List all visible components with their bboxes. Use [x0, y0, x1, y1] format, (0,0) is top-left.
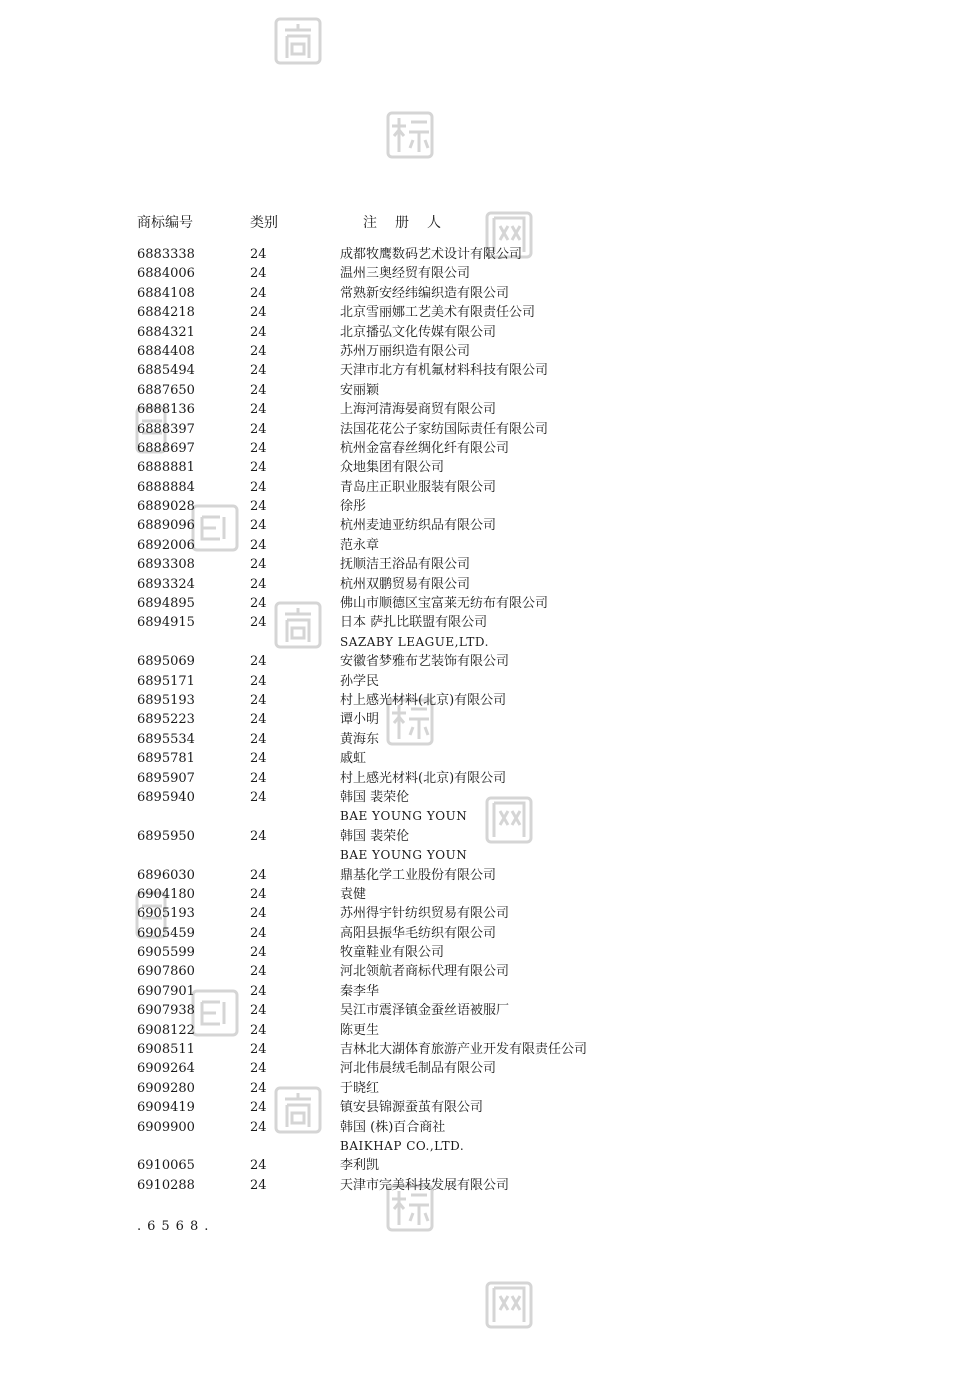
- registration-table: [137, 245, 697, 1195]
- mark-class: 24: [250, 557, 267, 573]
- mark-class: 24: [250, 770, 267, 786]
- mark-class: 24: [250, 828, 267, 844]
- mark-number: 6894915: [137, 615, 195, 631]
- table-row: [137, 904, 697, 923]
- mark-class: 24: [250, 596, 267, 612]
- mark-number: 6905193: [137, 906, 195, 922]
- registrant-name: 吴江市震泽镇金蚕丝语被服厂: [340, 1003, 510, 1019]
- table-row: [137, 575, 697, 594]
- table-row: [137, 555, 697, 574]
- mark-number: 6895171: [137, 673, 195, 689]
- table-row: [137, 807, 697, 826]
- mark-class: 24: [250, 363, 267, 379]
- table-row: [137, 613, 697, 632]
- table-row: [137, 1059, 697, 1078]
- registrant-name: 范永章: [340, 537, 380, 553]
- registrant-name: 佛山市顺德区宝富莱无纺布有限公司: [340, 596, 549, 612]
- registrant-name: 鼎基化学工业股份有限公司: [340, 867, 497, 883]
- registrant-name: 杭州双鹏贸易有限公司: [340, 576, 471, 592]
- registrant-name: 袁健: [340, 886, 367, 902]
- registrant-name: 北京雪丽娜工艺美术有限责任公司: [340, 305, 536, 321]
- mark-number: 6883338: [137, 247, 195, 262]
- mark-class: 24: [250, 1177, 267, 1193]
- mark-number: 6908511: [137, 1042, 195, 1058]
- registrant-name: 天津市北方有机氟材料科技有限公司: [340, 363, 549, 379]
- mark-class: 24: [250, 247, 267, 262]
- mark-number: 6893308: [137, 557, 195, 573]
- mark-class: 24: [250, 537, 267, 553]
- table-row: [137, 439, 697, 458]
- registrant-name: 陈更生: [340, 1022, 380, 1038]
- mark-number: 6893324: [137, 576, 195, 592]
- mark-number: 6895534: [137, 731, 195, 747]
- registrant-name: 韩国 (株)百合商社: [340, 1119, 446, 1135]
- mark-class: 24: [250, 1119, 267, 1135]
- mark-number: 6884408: [137, 343, 195, 359]
- table-row: [137, 652, 697, 671]
- registrant-name: 温州三奥经贸有限公司: [340, 266, 471, 282]
- table-row: [137, 788, 697, 807]
- registrant-name: 秦李华: [340, 983, 380, 999]
- registrant-name: 黄海东: [340, 731, 380, 747]
- registrant-name: SAZABY LEAGUE,LTD.: [340, 634, 489, 649]
- registrant-name: 韩国 裴荣伦: [340, 828, 410, 844]
- mark-number: 6909280: [137, 1080, 195, 1096]
- table-row: [137, 769, 697, 788]
- table-row: [137, 1118, 697, 1137]
- table-row: [137, 594, 697, 613]
- table-row: [137, 962, 697, 981]
- mark-class: 24: [250, 1042, 267, 1058]
- mark-number: 6889096: [137, 518, 195, 534]
- registrant-name: 法国花花公子家纺国际责任有限公司: [340, 421, 549, 437]
- registrant-name: 韩国 裴荣伦: [340, 789, 410, 805]
- registrant-name: 天津市完美科技发展有限公司: [340, 1177, 510, 1193]
- registrant-name: 常熟新安经纬编织造有限公司: [340, 285, 510, 301]
- mark-number: 6905599: [137, 945, 195, 961]
- mark-class: 24: [250, 751, 267, 767]
- registrant-name: 戚虹: [340, 751, 367, 767]
- table-row: [137, 1021, 697, 1040]
- mark-number: 6909264: [137, 1061, 195, 1077]
- registrant-name: 北京播弘文化传媒有限公司: [340, 324, 497, 340]
- mark-class: 24: [250, 285, 267, 301]
- mark-class: 24: [250, 886, 267, 902]
- mark-number: 6904180: [137, 886, 195, 902]
- registrant-name: 河北伟晨绒毛制品有限公司: [340, 1061, 497, 1077]
- registrant-name: BAE YOUNG YOUN: [340, 809, 468, 824]
- mark-class: 24: [250, 867, 267, 883]
- table-row: [137, 497, 697, 516]
- mark-class: 24: [250, 1080, 267, 1096]
- mark-number: 6895069: [137, 654, 195, 670]
- mark-class: 24: [250, 925, 267, 941]
- mark-number: 6895781: [137, 751, 195, 767]
- table-row: [137, 1001, 697, 1020]
- table-row: [137, 381, 697, 400]
- table-row: [137, 672, 697, 691]
- mark-number: 6895223: [137, 712, 195, 728]
- registrant-name: 杭州麦迪亚纺织品有限公司: [340, 518, 497, 534]
- mark-number: 6888397: [137, 421, 195, 437]
- registrant-name: 抚顺洁王浴品有限公司: [340, 557, 471, 573]
- registrant-name: 安丽颖: [340, 382, 380, 398]
- mark-number: 6895940: [137, 789, 195, 805]
- mark-class: 24: [250, 382, 267, 398]
- registrant-name: 李利凯: [340, 1158, 380, 1174]
- mark-class: 24: [250, 266, 267, 282]
- mark-number: 6896030: [137, 867, 195, 883]
- mark-class: 24: [250, 964, 267, 980]
- mark-class: 24: [250, 712, 267, 728]
- mark-class: 24: [250, 499, 267, 515]
- table-row: [137, 323, 697, 342]
- mark-class: 24: [250, 906, 267, 922]
- table-row: [137, 1098, 697, 1117]
- registrant-name: 苏州万丽织造有限公司: [340, 343, 471, 359]
- registrant-name: 成都牧鹰数码艺术设计有限公司: [340, 247, 523, 262]
- table-row: [137, 730, 697, 749]
- mark-number: 6907938: [137, 1003, 195, 1019]
- mark-class: 24: [250, 1003, 267, 1019]
- table-row: [137, 846, 697, 865]
- table-row: [137, 1176, 697, 1195]
- table-row: [137, 1079, 697, 1098]
- mark-class: 24: [250, 692, 267, 708]
- mark-number: 6889028: [137, 499, 195, 515]
- registrant-name: 村上感光材料(北京)有限公司: [340, 692, 507, 708]
- registrant-name: 杭州金富春丝绸化纤有限公司: [340, 440, 510, 456]
- mark-class: 24: [250, 673, 267, 689]
- header-class: 类别: [250, 215, 278, 231]
- page-number: .6568.: [137, 1219, 215, 1234]
- mark-number: 6884006: [137, 266, 195, 282]
- registrant-name: 牧童鞋业有限公司: [340, 945, 445, 961]
- table-row: [137, 536, 697, 555]
- watermark-shang-icon: [273, 16, 323, 66]
- mark-number: 6885494: [137, 363, 195, 379]
- table-row: [137, 361, 697, 380]
- table-row: [137, 691, 697, 710]
- table-row: [137, 1156, 697, 1175]
- mark-number: 6888884: [137, 479, 195, 495]
- registrant-name: BAIKHAP CO.,LTD.: [340, 1138, 465, 1153]
- registrant-name: 青岛庄正职业服装有限公司: [340, 479, 497, 495]
- mark-class: 24: [250, 402, 267, 418]
- registrant-name: 苏州得宇针纺织贸易有限公司: [340, 906, 510, 922]
- registrant-name: 日本 萨扎比联盟有限公司: [340, 615, 488, 631]
- header-registrant: 注册人: [363, 215, 459, 231]
- mark-number: 6888697: [137, 440, 195, 456]
- table-row: [137, 284, 697, 303]
- registrant-name: 吉林北大湖体育旅游产业开发有限责任公司: [340, 1042, 588, 1058]
- registrant-name: 上海河清海晏商贸有限公司: [340, 402, 497, 418]
- table-row: [137, 866, 697, 885]
- registrant-name: 安徽省梦雅布艺装饰有限公司: [340, 654, 510, 670]
- table-row: [137, 478, 697, 497]
- table-row: [137, 1137, 697, 1156]
- table-row: [137, 885, 697, 904]
- mark-number: 6907860: [137, 964, 195, 980]
- table-row: [137, 924, 697, 943]
- mark-number: 6884321: [137, 324, 195, 340]
- table-row: [137, 982, 697, 1001]
- table-row: [137, 1040, 697, 1059]
- table-row: [137, 943, 697, 962]
- mark-number: 6888136: [137, 402, 195, 418]
- mark-class: 24: [250, 654, 267, 670]
- registrant-name: 于晓红: [340, 1080, 380, 1096]
- mark-class: 24: [250, 1022, 267, 1038]
- registrant-name: 谭小明: [340, 712, 380, 728]
- mark-class: 24: [250, 460, 267, 476]
- registrant-name: 镇安县锦源蚕茧有限公司: [340, 1100, 484, 1116]
- table-row: [137, 458, 697, 477]
- mark-class: 24: [250, 615, 267, 631]
- mark-number: 6884218: [137, 305, 195, 321]
- mark-class: 24: [250, 1100, 267, 1116]
- mark-class: 24: [250, 324, 267, 340]
- table-row: [137, 827, 697, 846]
- table-header: [137, 212, 657, 232]
- registrant-name: 高阳县振华毛纺织有限公司: [340, 925, 497, 941]
- mark-number: 6895193: [137, 692, 195, 708]
- mark-number: 6905459: [137, 925, 195, 941]
- header-mark-no: 商标编号: [137, 215, 193, 231]
- mark-class: 24: [250, 518, 267, 534]
- mark-number: 6910065: [137, 1158, 195, 1174]
- mark-class: 24: [250, 576, 267, 592]
- mark-number: 6892006: [137, 537, 195, 553]
- watermark-wang-icon: [484, 1280, 534, 1330]
- mark-number: 6888881: [137, 460, 195, 476]
- mark-number: 6895950: [137, 828, 195, 844]
- mark-class: 24: [250, 440, 267, 456]
- mark-number: 6895907: [137, 770, 195, 786]
- table-row: [137, 264, 697, 283]
- mark-number: 6907901: [137, 983, 195, 999]
- watermark-biao-icon: [385, 110, 435, 160]
- mark-number: 6910288: [137, 1177, 195, 1193]
- registrant-name: 村上感光材料(北京)有限公司: [340, 770, 507, 786]
- table-row: [137, 749, 697, 768]
- mark-class: 24: [250, 1158, 267, 1174]
- table-row: [137, 420, 697, 439]
- mark-class: 24: [250, 421, 267, 437]
- mark-class: 24: [250, 731, 267, 747]
- registrant-name: 孙学民: [340, 673, 380, 689]
- table-row: [137, 245, 697, 264]
- mark-class: 24: [250, 945, 267, 961]
- registrant-name: BAE YOUNG YOUN: [340, 848, 468, 863]
- mark-number: 6909900: [137, 1119, 195, 1135]
- registrant-name: 河北领航者商标代理有限公司: [340, 964, 510, 980]
- table-row: [137, 516, 697, 535]
- mark-number: 6884108: [137, 285, 195, 301]
- mark-class: 24: [250, 983, 267, 999]
- table-row: [137, 710, 697, 729]
- table-row: [137, 400, 697, 419]
- table-row: [137, 303, 697, 322]
- mark-class: 24: [250, 789, 267, 805]
- registrant-name: 众地集团有限公司: [340, 460, 445, 476]
- mark-class: 24: [250, 343, 267, 359]
- mark-class: 24: [250, 479, 267, 495]
- mark-number: 6887650: [137, 382, 195, 398]
- mark-class: 24: [250, 305, 267, 321]
- mark-number: 6909419: [137, 1100, 195, 1116]
- registrant-name: 徐彤: [340, 499, 367, 515]
- table-row: [137, 342, 697, 361]
- mark-number: 6894895: [137, 596, 195, 612]
- mark-number: 6908122: [137, 1022, 195, 1038]
- table-row: [137, 633, 697, 652]
- mark-class: 24: [250, 1061, 267, 1077]
